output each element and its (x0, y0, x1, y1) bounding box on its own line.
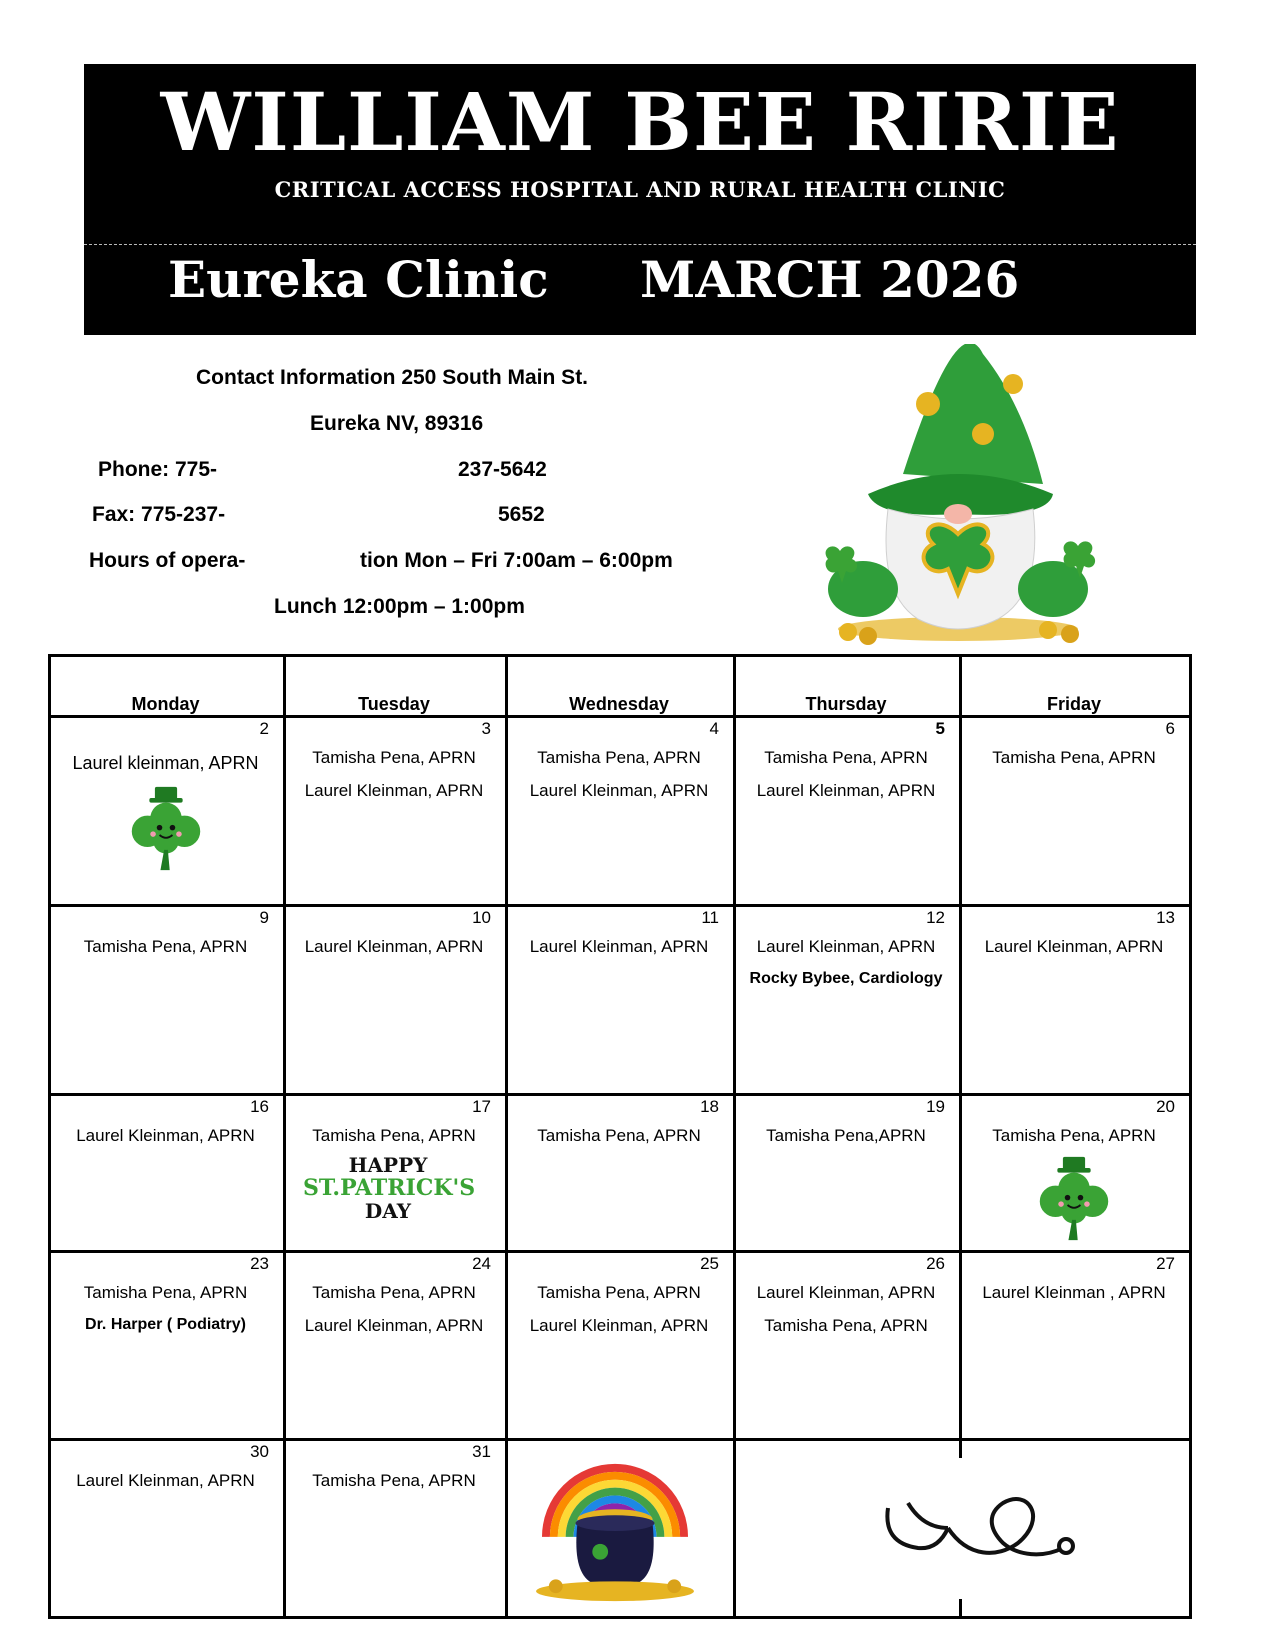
provider-entry: Laurel Kleinman, APRN (756, 781, 936, 800)
provider-entry: Dr. Harper ( Podiatry) (85, 1316, 246, 1333)
provider-entry: Laurel Kleinman, APRN (304, 781, 484, 800)
weekday-header-thursday: Thursday (805, 694, 887, 714)
provider-entry: Tamisha Pena, APRN (764, 748, 928, 767)
calendar-day-cell (733, 715, 959, 904)
header-divider (84, 244, 1196, 245)
calendar-day-cell (283, 1250, 505, 1438)
shamrock-icon (1037, 1155, 1111, 1243)
day-number: 10 (472, 908, 491, 927)
provider-entry: Laurel Kleinman, APRN (984, 937, 1164, 956)
day-number: 12 (926, 908, 945, 927)
calendar-day-cell (959, 904, 1189, 1093)
calendar-day-cell (283, 1093, 505, 1250)
provider-entry: Laurel Kleinman, APRN (304, 937, 484, 956)
calendar-month: MARCH 2026 (640, 250, 1020, 309)
calendar-day-cell (959, 1093, 1189, 1250)
provider-entry: Laurel Kleinman , APRN (982, 1283, 1166, 1302)
calendar-day-cell (48, 715, 283, 904)
calendar-grid (48, 654, 1192, 1619)
weekday-header-tuesday: Tuesday (358, 694, 430, 714)
grid-line-horizontal (48, 654, 1192, 657)
calendar-day-cell (733, 1093, 959, 1250)
day-number: 13 (1156, 908, 1175, 927)
header-banner (84, 64, 1196, 335)
day-number: 2 (259, 719, 269, 738)
provider-entry: Laurel Kleinman, APRN (756, 1283, 936, 1302)
calendar-day-cell (283, 904, 505, 1093)
gnome-icon (808, 344, 1108, 648)
clinic-name: Eureka Clinic (168, 250, 549, 309)
calendar-day-cell (505, 1093, 733, 1250)
day-number: 26 (926, 1254, 945, 1273)
provider-entry: Tamisha Pena, APRN (312, 1471, 476, 1490)
provider-entry: Tamisha Pena, APRN (537, 1126, 701, 1145)
calendar-day-cell (733, 1250, 959, 1438)
calendar-day-cell (505, 1250, 733, 1438)
contact-fax-b: 5652 (498, 503, 545, 526)
day-number: 20 (1156, 1097, 1175, 1116)
calendar-day-cell (505, 715, 733, 904)
provider-entry: Laurel Kleinman, APRN (304, 1316, 484, 1335)
pot-of-gold-icon (525, 1458, 705, 1606)
weekday-header-wednesday: Wednesday (569, 694, 669, 714)
day-number: 16 (250, 1097, 269, 1116)
provider-entry: Tamisha Pena, APRN (83, 1283, 248, 1302)
day-number: 30 (250, 1442, 269, 1461)
provider-entry: Laurel Kleinman, APRN (529, 937, 709, 956)
day-number: 11 (701, 908, 719, 927)
weekday-header-friday: Friday (1046, 694, 1102, 714)
contact-phone-a: Phone: 775- (98, 458, 218, 481)
day-number: 23 (250, 1254, 269, 1273)
provider-entry: Tamisha Pena, APRN (312, 1283, 476, 1302)
day-number: 18 (700, 1097, 719, 1116)
grid-line-horizontal (48, 1616, 1192, 1619)
calendar-day-cell (283, 1438, 505, 1616)
provider-entry: Tamisha Pena, APRN (992, 748, 1156, 767)
provider-entry: Tamisha Pena, APRN (992, 1126, 1156, 1145)
provider-entry: Laurel Kleinman, APRN (529, 1316, 709, 1335)
provider-entry: Laurel Kleinman, APRN (76, 1126, 255, 1145)
grid-line-vertical (1189, 654, 1192, 1619)
st-patricks-badge (303, 1153, 476, 1223)
contact-fax-a: Fax: 775-237- (92, 503, 226, 526)
calendar-day-cell (959, 715, 1189, 904)
provider-entry: Laurel Kleinman, APRN (529, 781, 709, 800)
st-patricks-text: HAPPY (348, 1153, 428, 1177)
hospital-title: WILLIAM BEE RIRIE (160, 75, 1120, 169)
provider-entry: Laurel Kleinman, APRN (76, 1471, 255, 1490)
day-number: 3 (481, 719, 491, 738)
day-number: 9 (259, 908, 269, 927)
provider-entry: Tamisha Pena, APRN (83, 937, 248, 956)
provider-entry: Laurel Kleinman, APRN (756, 937, 936, 956)
calendar-day-cell (48, 1438, 283, 1616)
provider-entry: Tamisha Pena, APRN (312, 1126, 476, 1145)
provider-entry: Tamisha Pena, APRN (764, 1316, 928, 1335)
calendar-day-cell (48, 904, 283, 1093)
day-number: 19 (926, 1097, 945, 1116)
provider-entry: Tamisha Pena,APRN (766, 1126, 926, 1145)
weekday-header-monday: Monday (131, 694, 200, 714)
provider-entry: Rocky Bybee, Cardiology (749, 970, 943, 987)
provider-entry: Tamisha Pena, APRN (312, 748, 476, 767)
calendar-day-cell (48, 1250, 283, 1438)
shamrock-icon (129, 785, 203, 873)
contact-hours-b: tion Mon – Fri 7:00am – 6:00pm (360, 549, 673, 572)
provider-entry: Laurel kleinman, APRN (72, 753, 259, 773)
contact-hours-a: Hours of opera- (89, 549, 246, 572)
day-number: 24 (472, 1254, 491, 1273)
day-number: 6 (1165, 719, 1175, 738)
day-number: 25 (700, 1254, 719, 1273)
st-patricks-text: ST.PATRICK'S (303, 1175, 476, 1201)
contact-address-line1: Contact Information 250 South Main St. (196, 366, 589, 389)
contact-lunch: Lunch 12:00pm – 1:00pm (274, 595, 525, 618)
contact-phone-b: 237-5642 (458, 458, 547, 481)
day-number: 27 (1156, 1254, 1175, 1273)
contact-address-line2: Eureka NV, 89316 (310, 412, 484, 435)
provider-entry: Tamisha Pena, APRN (537, 1283, 701, 1302)
day-number: 5 (935, 719, 945, 738)
day-number: 31 (472, 1442, 491, 1461)
st-patricks-text: DAY (364, 1199, 412, 1223)
calendar-day-cell (733, 904, 959, 1093)
provider-entry: Tamisha Pena, APRN (537, 748, 701, 767)
day-number: 17 (472, 1097, 491, 1116)
calendar-day-cell (959, 1250, 1189, 1438)
calendar-day-cell (48, 1093, 283, 1250)
hospital-subtitle: CRITICAL ACCESS HOSPITAL AND RURAL HEALTH CLINIC (274, 177, 1006, 202)
stethoscope-icon (878, 1488, 1078, 1568)
calendar-day-cell (283, 715, 505, 904)
calendar-day-cell (505, 904, 733, 1093)
day-number: 4 (709, 719, 719, 738)
grid-line-vertical (959, 1599, 962, 1619)
